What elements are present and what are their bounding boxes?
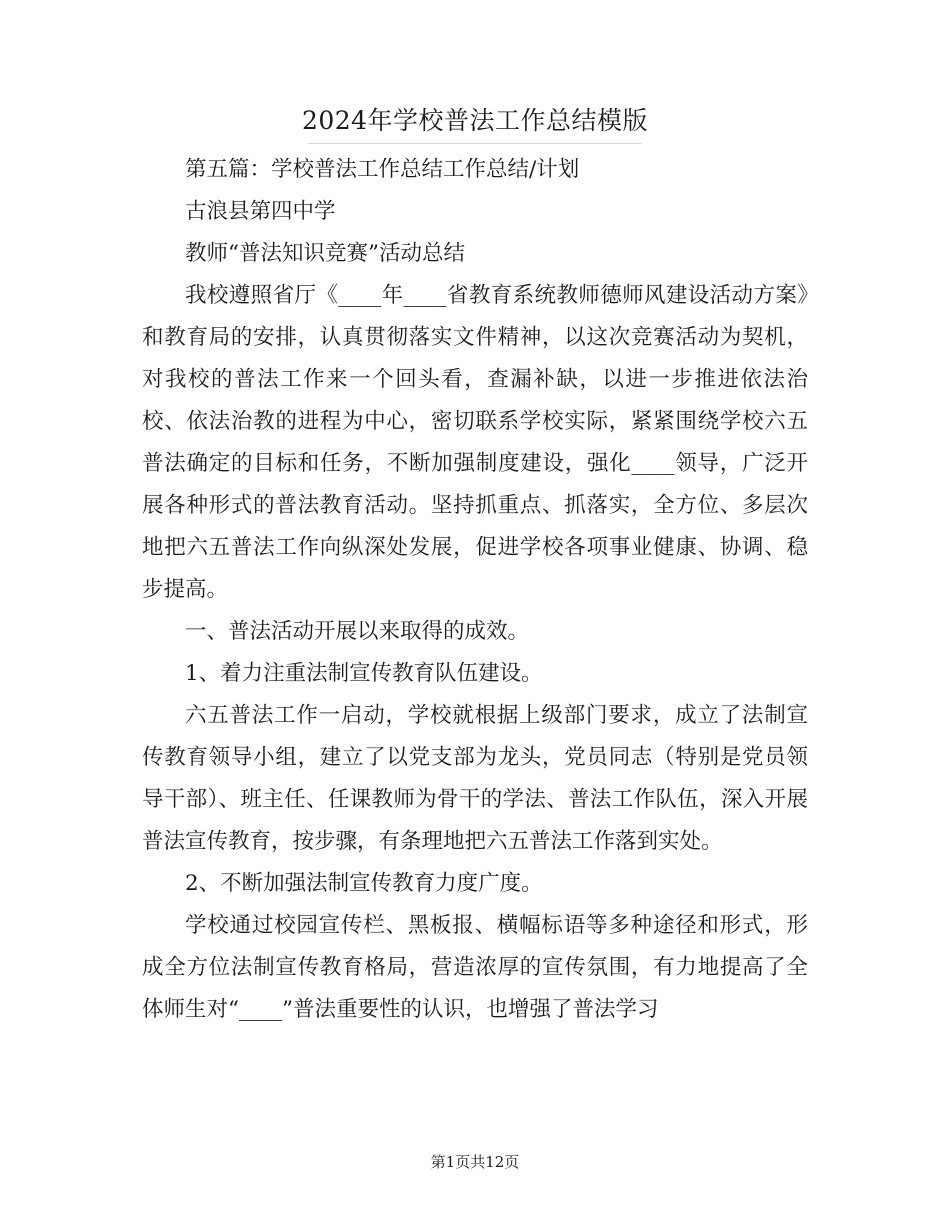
paragraph-activity-title: 教师“普法知识竞赛”活动总结 xyxy=(185,241,465,266)
paragraph-subheading-2: 2、不断加强法制宣传教育力度广度。 xyxy=(185,871,543,896)
title-underline xyxy=(308,143,642,144)
paragraph-subheading-1: 1、着力注重法制宣传教育队伍建设。 xyxy=(185,661,543,686)
page-number: 第1页共12页 xyxy=(430,1153,520,1171)
paragraph-intro: 我校遵照省厅《____年____省教育系统教师德师风建设活动方案》和教育局的安排，认真贯彻落实文件精神，以这次竞赛活动为契机，对我校的普法工作来一个回头看，查漏补缺，以进一步推进依法治校、依法治教的进程为中心，密切联系学校实际，紧紧围绕学校六五普法确定的目标和任务，不断加强制度建设，强化____领导，广泛开展各种形式的普法教育活动。坚持抓重点、抓落实，全方位、多层次地把六五普法工作向纵深处发展，促进学校各项事业健康、协调、稳步提高。 xyxy=(142,283,808,602)
paragraph-body-1: 六五普法工作一启动，学校就根据上级部门要求，成立了法制宣传教育领导小组，建立了以党支部为龙头，党员同志（特别是党员领导干部）、班主任、任课教师为骨干的学法、普法工作队伍，深入开展普法宣传教育，按步骤，有条理地把六五普法工作落到实处。 xyxy=(142,703,808,854)
document-body xyxy=(142,149,808,1031)
paragraph-heading-achievements: 一、普法活动开展以来取得的成效。 xyxy=(185,619,530,644)
document-title: 2024年学校普法工作总结模版 xyxy=(301,106,649,135)
paragraph-school-name: 古浪县第四中学 xyxy=(185,199,336,224)
paragraph-body-2: 学校通过校园宣传栏、黑板报、横幅标语等多种途径和形式，形成全方位法制宣传教育格局，营造浓厚的宣传氛围，有力地提高了全体师生对“____”普法重要性的认识，也增强了普法学习 xyxy=(142,913,808,1022)
paragraph-section-heading: 第五篇：学校普法工作总结工作总结/计划 xyxy=(185,157,580,182)
